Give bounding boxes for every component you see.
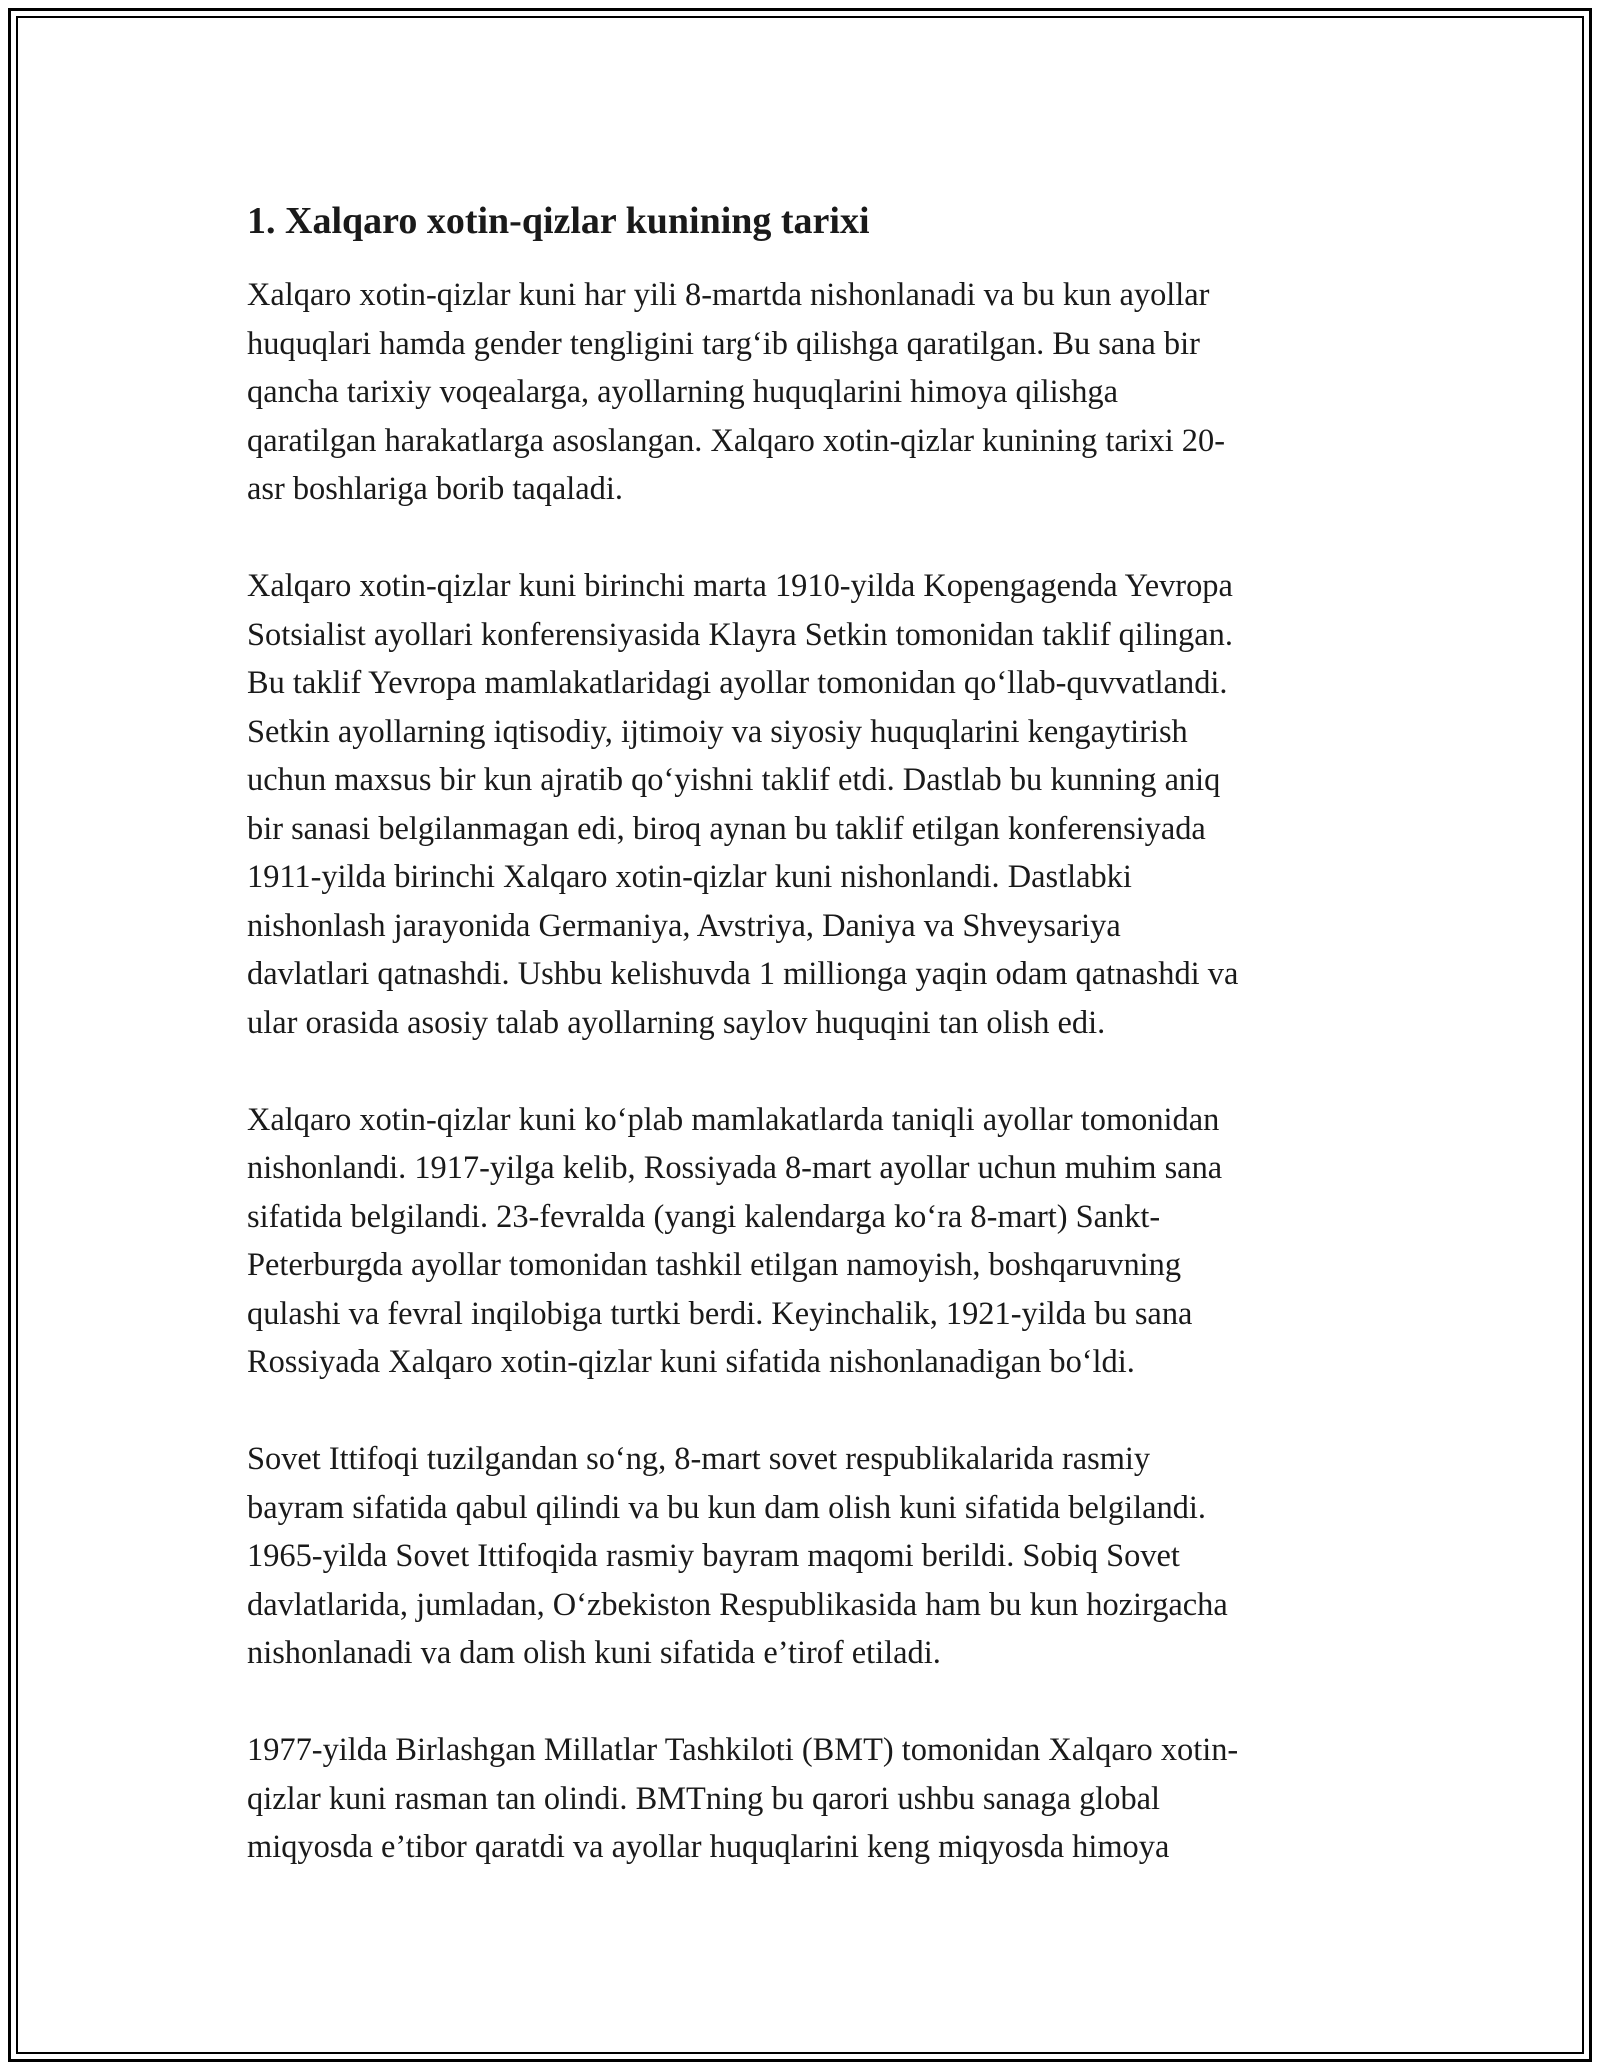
section-heading: 1. Xalqaro xotin-qizlar kunining tarixi bbox=[247, 200, 870, 242]
text-line: uchun maxsus bir kun ajratib qo‘yishni taklif etdi. Dastlab bu kunning aniq bbox=[247, 762, 1221, 798]
document-page bbox=[8, 8, 1592, 2062]
text-line: asr boshlariga borib taqaladi. bbox=[247, 471, 623, 507]
text-line: qizlar kuni rasman tan olindi. BMTning bu qarori ushbu sanaga global bbox=[247, 1780, 1161, 1817]
text-line: nishonlanadi va dam olish kuni sifatida e’tirof etiladi. bbox=[247, 1635, 941, 1671]
text-line: Xalqaro xotin-qizlar kuni birinchi marta 1910-yilda Kopengagenda Yevropa bbox=[247, 568, 1233, 604]
text-line: Bu taklif Yevropa mamlakatlaridagi ayollar tomonidan qo‘llab-quvvatlandi. bbox=[247, 665, 1228, 701]
text-line: Setkin ayollarning iqtisodiy, ijtimoiy va siyosiy huquqlarini kengaytirish bbox=[247, 713, 1188, 750]
paragraph-5 bbox=[247, 1726, 1377, 1872]
text-line: Sotsialist ayollari konferensiyasida Klayra Setkin tomonidan taklif qilingan. bbox=[247, 616, 1233, 653]
text-line: qaratilgan harakatlarga asoslangan. Xalqaro xotin-qizlar kunining tarixi 20- bbox=[247, 422, 1225, 459]
text-line: davlatlarida, jumladan, O‘zbekiston Respublikasida ham bu kun hozirgacha bbox=[247, 1586, 1228, 1623]
paragraph-4 bbox=[247, 1435, 1377, 1678]
text-line: huquqlari hamda gender tengligini targ‘ib qilishga qaratilgan. Bu sana bir bbox=[247, 325, 1200, 362]
paragraph-2 bbox=[247, 562, 1377, 1047]
text-line: Xalqaro xotin-qizlar kuni ko‘plab mamlakatlarda taniqli ayollar tomonidan bbox=[247, 1101, 1220, 1138]
text-line: qancha tarixiy voqealarga, ayollarning huquqlarini himoya qilishga bbox=[247, 374, 1119, 410]
text-line: nishonlandi. 1917-yilga kelib, Rossiyada 8-mart ayollar uchun muhim sana bbox=[247, 1150, 1223, 1186]
text-line: 1911-yilda birinchi Xalqaro xotin-qizlar kuni nishonlandi. Dastlabki bbox=[247, 859, 1132, 895]
text-line: Sovet Ittifoqi tuzilgandan so‘ng, 8-mart sovet respublikalarida rasmiy bbox=[247, 1441, 1151, 1477]
text-line: 1965-yilda Sovet Ittifoqida rasmiy bayram maqomi berildi. Sobiq Sovet bbox=[247, 1538, 1180, 1574]
document-content bbox=[247, 197, 1377, 1920]
text-line: Xalqaro xotin-qizlar kuni har yili 8-martda nishonlanadi va bu kun ayollar bbox=[247, 277, 1210, 313]
paragraph-1 bbox=[247, 271, 1377, 514]
text-line: Rossiyada Xalqaro xotin-qizlar kuni sifatida nishonlanadigan bo‘ldi. bbox=[247, 1344, 1135, 1380]
paragraph-3 bbox=[247, 1096, 1377, 1387]
text-line: qulashi va fevral inqilobiga turtki berdi. Keyinchalik, 1921-yilda bu sana bbox=[247, 1295, 1193, 1332]
text-line: bayram sifatida qabul qilindi va bu kun dam olish kuni sifatida belgilandi. bbox=[247, 1489, 1206, 1526]
text-line: miqyosda e’tibor qaratdi va ayollar huquqlarini keng miqyosda himoya bbox=[247, 1829, 1170, 1865]
text-line: nishonlash jarayonida Germaniya, Avstriya, Daniya va Shveysariya bbox=[247, 907, 1121, 944]
text-line: davlatlari qatnashdi. Ushbu kelishuvda 1 millionga yaqin odam qatnashdi va bbox=[247, 956, 1239, 992]
text-line: ular orasida asosiy talab ayollarning saylov huquqini tan olish edi. bbox=[247, 1004, 1106, 1041]
text-line: Peterburgda ayollar tomonidan tashkil etilgan namoyish, boshqaruvning bbox=[247, 1247, 1182, 1283]
text-line: sifatida belgilandi. 23-fevralda (yangi kalendarga ko‘ra 8-mart) Sankt- bbox=[247, 1198, 1161, 1235]
text-line: 1977-yilda Birlashgan Millatlar Tashkiloti (BMT) tomonidan Xalqaro xotin- bbox=[247, 1732, 1239, 1768]
text-line: bir sanasi belgilanmagan edi, biroq aynan bu taklif etilgan konferensiyada bbox=[247, 810, 1206, 847]
